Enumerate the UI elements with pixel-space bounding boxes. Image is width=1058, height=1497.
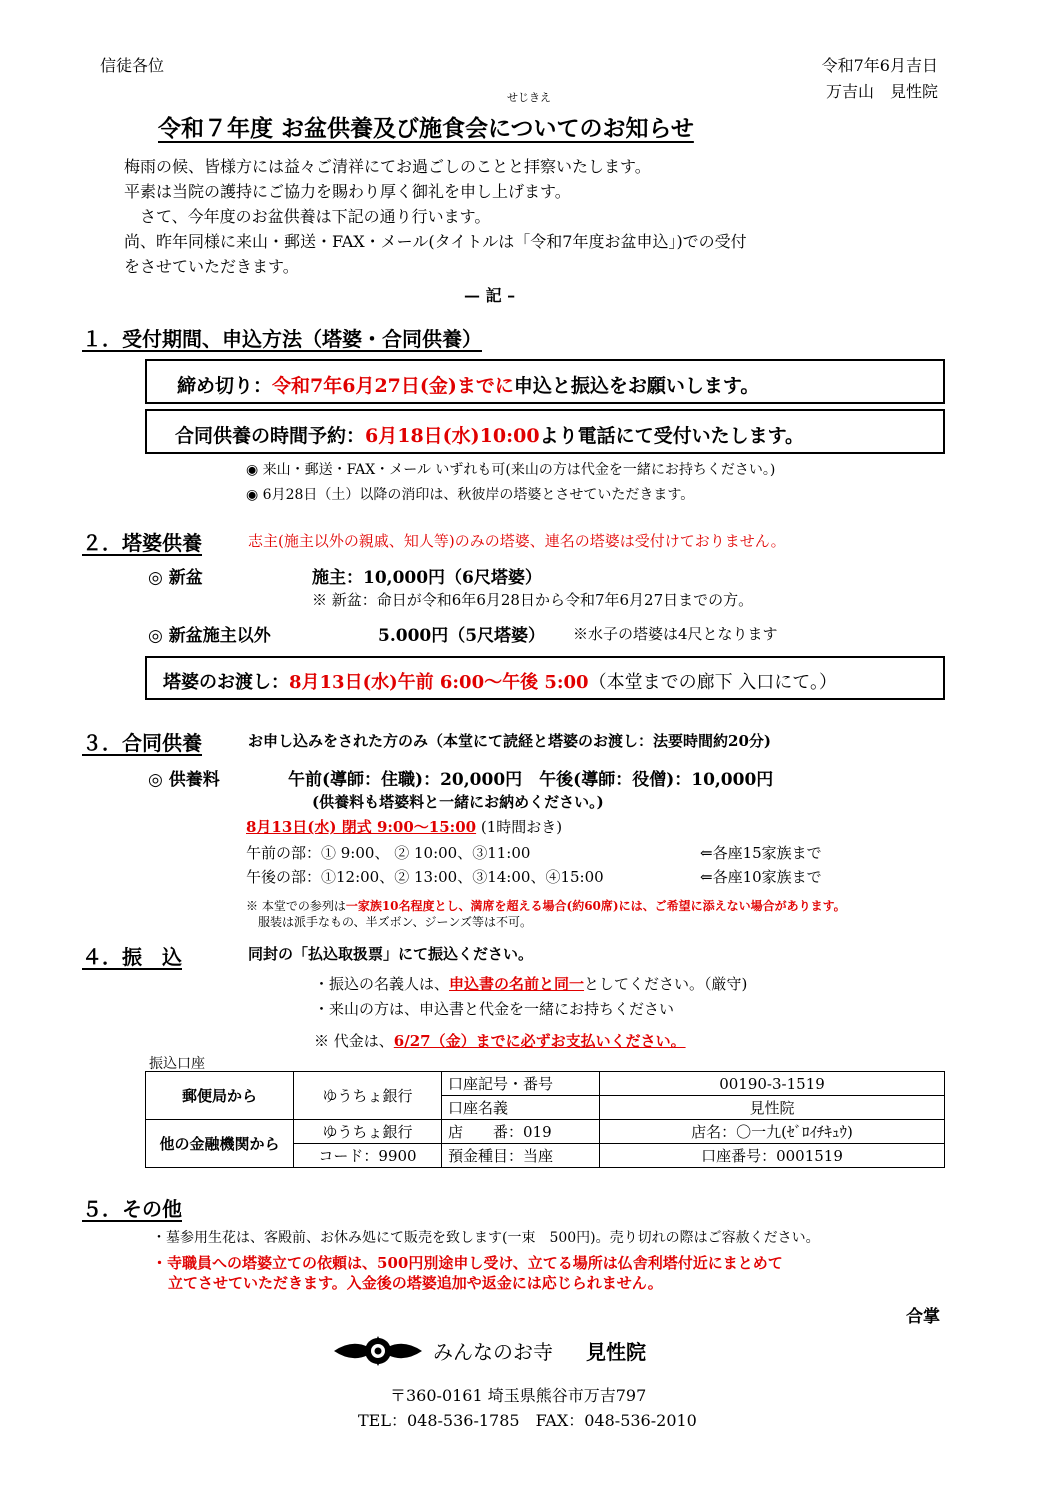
post-office-label: 郵便局から (146, 1072, 294, 1120)
fee-value: 午前(導師：住職)：20,000円 午後(導師：役僧)：10,000円 (288, 770, 774, 790)
temple-crest-logo (332, 1331, 424, 1371)
visit-note: ・来山の方は、申込書と代金を一緒にお持ちください (314, 1000, 675, 1018)
mizuko-note: ※水子の塔婆は4尺となります (573, 625, 778, 643)
account-number: 00190-3-1519 (600, 1072, 945, 1096)
section4-heading: ４．振 込 (82, 945, 182, 969)
sender: 万吉山 見性院 (825, 82, 938, 101)
section3-heading: ３．合同供養 (82, 731, 202, 755)
section1-heading: １．受付期間、申込方法（塔婆・合同供養） (82, 327, 482, 351)
branch-name: 店名：〇一九(ｾﾞﾛｲﾁｷｭｳ) (600, 1120, 945, 1144)
section2-note: 志主(施主以外の親戚、知人等)のみの塔婆、連名の塔婆は受付けておりません。 (248, 532, 786, 550)
fee-note: (供養料も塔婆料と一緒にお納めください。) (312, 793, 604, 811)
table-row (146, 1072, 945, 1096)
dress-note: 服装は派手なもの、半ズボン、ジーンズ等は不可。 (258, 915, 532, 929)
account-name: 見性院 (600, 1096, 945, 1120)
footer-temple-name: 見性院 (586, 1340, 646, 1364)
refund-note: 立てさせていただきます。入金後の塔婆追加や返金には応じられません。 (168, 1274, 663, 1292)
payer-name-rule: ・振込の名義人は、申込書の名前と同一としてください。（厳守) (314, 975, 748, 993)
fee-label: ◎ 供養料 (148, 770, 220, 790)
post-bank: ゆうちょ銀行 (294, 1072, 442, 1120)
page-title: 令和７年度 お盆供養及び施食会についてのお知らせ (158, 115, 694, 142)
account-number-label: 口座記号・番号 (442, 1072, 600, 1096)
attendance-note: ※ 本堂での参列は一家族10名程度とし、満席を超える場合(約60席)には、ご希望に添えない場合があります。 (246, 899, 846, 913)
bank-code: コード：9900 (294, 1144, 442, 1168)
table-row (146, 1120, 945, 1144)
handover-box (145, 656, 945, 700)
footer-tagline: みんなのお寺 (433, 1340, 553, 1364)
account-number-2: 口座番号：0001519 (600, 1144, 945, 1168)
deposit-type: 預金種目：当座 (442, 1144, 600, 1168)
am-schedule: 午前の部：① 9:00、 ② 10:00、③11:00 (246, 844, 531, 862)
section1-note2: ◉ 6月28日（土）以降の消印は、秋彼岸の塔婆とさせていただきます。 (246, 487, 695, 503)
addressee: 信徒各位 (100, 56, 165, 75)
section4-note: 同封の「払込取扱票」にて振込ください。 (248, 945, 534, 963)
date: 令和7年6月吉日 (821, 56, 938, 75)
other-price: 5.000円（5尺塔婆） (378, 626, 546, 646)
account-name-label: 口座名義 (442, 1096, 600, 1120)
footer-contact: TEL：048-536-1785 FAX：048-536-2010 (358, 1411, 697, 1430)
flowers-note: ・墓参用生花は、客殿前、お休み処にて販売を致します(一束 500円)。売り切れの際はご容赦ください。 (152, 1230, 820, 1246)
am-limit: ⇐各座15家族まで (700, 844, 822, 862)
pm-limit: ⇐各座10家族まで (700, 868, 822, 886)
section3-note: お申し込みをされた方のみ（本堂にて読経と塔婆のお渡し：法要時間約20分) (248, 732, 771, 750)
branch-number: 店 番：019 (442, 1120, 600, 1144)
section5-heading: ５．その他 (82, 1197, 182, 1221)
payment-deadline: ※ 代金は、6/27（金）までに必ずお支払いください。 (314, 1032, 686, 1050)
reservation-box (145, 409, 945, 454)
deadline-box (145, 359, 945, 404)
handover-text: 塔婆のお渡し：8月13日(水)午前 6:00〜午後 5:00（本堂までの廊下 入口にて。） (163, 672, 837, 693)
shinbon-note: ※ 新盆：命日が令和6年6月28日から令和7年6月27日までの方。 (312, 591, 754, 609)
other-bank-name: ゆうちょ銀行 (294, 1120, 442, 1144)
section1-note1: ◉ 来山・郵送・FAX・メール いずれも可(来山の方は代金を一緒にお持ちください。) (246, 462, 776, 478)
other-bank-label: 他の金融機関から (146, 1120, 294, 1168)
shinbon-price: 施主：10,000円（6尺塔婆） (312, 568, 542, 588)
schedule-line: 8月13日(水) 閉式 9:00〜15:00 (1時間おき) (246, 818, 563, 836)
intro-text: 梅雨の候、皆様方には益々ご清祥にてお過ごしのことと拝察いたします。 平素は当院の護持にご協力を賜わり厚く御礼を申し上げます。 さて、今年度のお盆供養は下記の通り行います。 尚、昨年同様に来山・郵送・FAX・メール(タイトルは「令和7年度お盆申込」)での受付 をさせていただきます。 (124, 157, 747, 276)
toba-request-note: ・寺職員への塔婆立ての依頼は、500円別途申し受け、立てる場所は仏舎利塔付近にまとめて (152, 1254, 783, 1272)
gassho: 合掌 (906, 1307, 940, 1327)
pm-schedule: 午後の部：①12:00、② 13:00、③14:00、④15:00 (246, 868, 604, 886)
title-ruby: せじきえ (507, 91, 551, 104)
table-caption: 振込口座 (149, 1056, 205, 1072)
section2-heading: ２．塔婆供養 (82, 531, 202, 555)
account-table (145, 1071, 945, 1168)
reservation-text: 合同供養の時間予約：6月18日(水)10:00より電話にて受付いたします。 (175, 425, 805, 447)
ki-marker: — 記 – (464, 286, 516, 305)
other-label: ◎ 新盆施主以外 (148, 626, 271, 646)
deadline-text: 締め切り：令和7年6月27日(金)までに申込と振込をお願いします。 (177, 375, 760, 397)
shinbon-label: ◎ 新盆 (148, 568, 203, 588)
footer-address: 〒360-0161 埼玉県熊谷市万吉797 (390, 1386, 647, 1405)
